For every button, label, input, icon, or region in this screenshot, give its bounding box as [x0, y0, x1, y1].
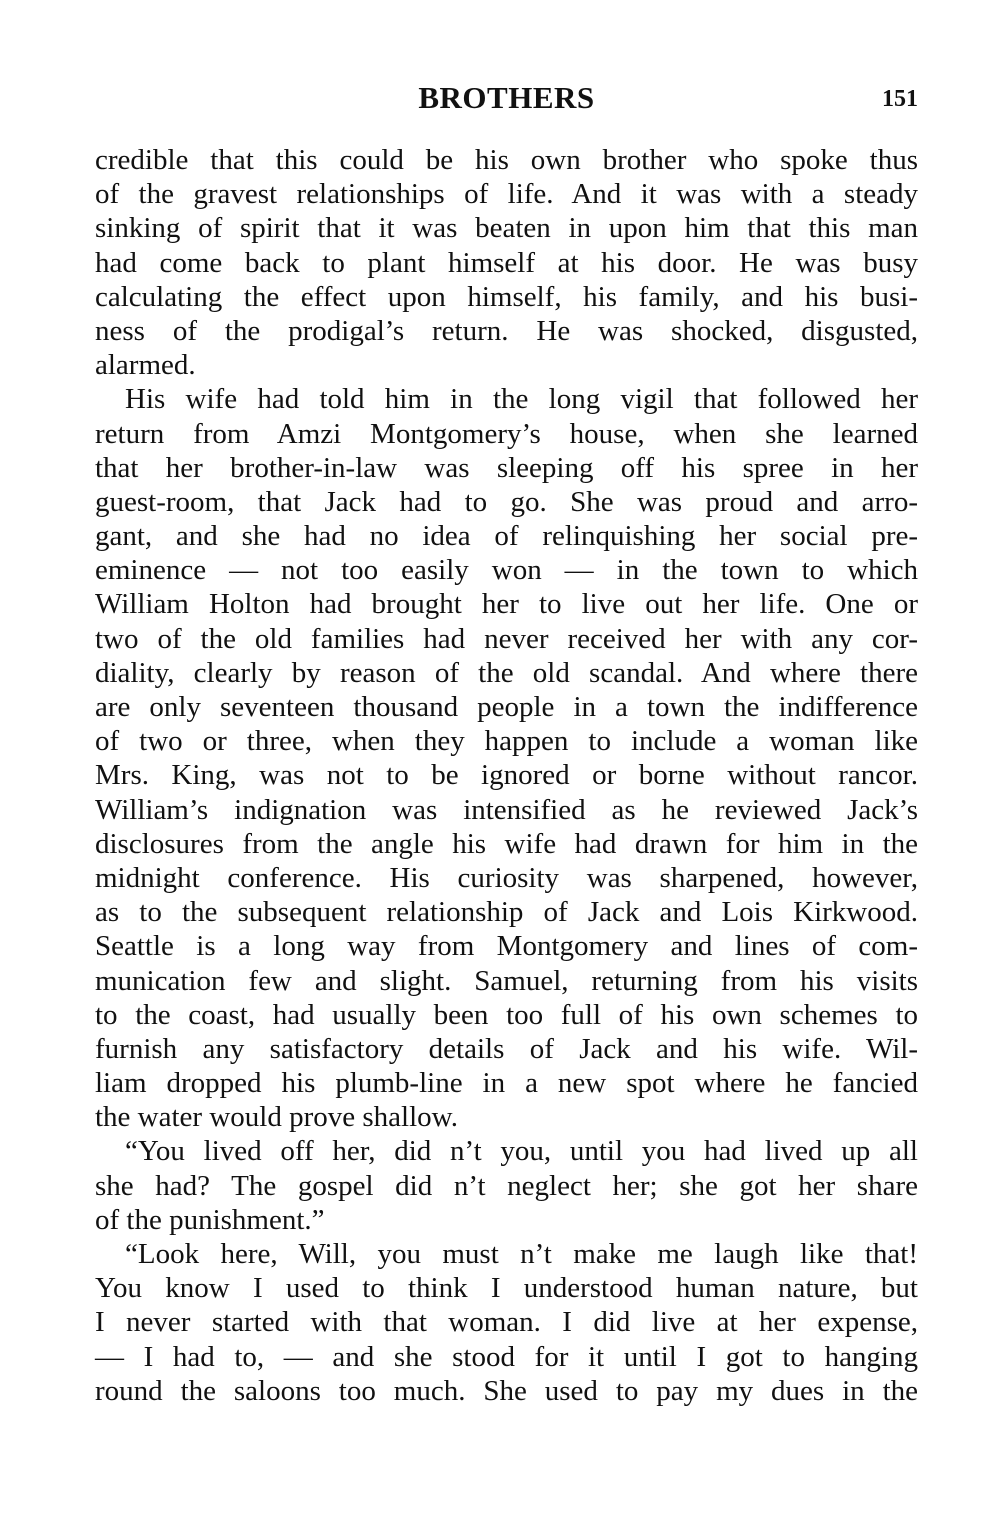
- text-line: calculating the effect upon himself, his family, and his busi-: [95, 280, 918, 313]
- text-line: had come back to plant himself at his door. He was busy: [95, 246, 918, 279]
- text-line: “You lived off her, did n’t you, until you had lived up all: [125, 1135, 918, 1168]
- running-title: BROTHERS: [418, 80, 595, 115]
- text-line: return from Amzi Montgomery’s house, when she learned: [95, 417, 918, 450]
- text-line: ness of the prodigal’s return. He was shocked, disgusted,: [95, 314, 918, 347]
- text-line: of the punishment.”: [95, 1203, 325, 1236]
- text-line: Seattle is a long way from Montgomery and lines of com-: [95, 930, 918, 963]
- text-line: — I had to, — and she stood for it until I got to hanging: [95, 1340, 918, 1373]
- text-line: disclosures from the angle his wife had drawn for him in the: [95, 827, 918, 860]
- text-line: His wife had told him in the long vigil that followed her: [125, 383, 918, 416]
- text-line: diality, clearly by reason of the old scandal. And where there: [95, 656, 918, 689]
- page-header: [95, 80, 918, 120]
- text-line: munication few and slight. Samuel, returning from his visits: [95, 964, 918, 997]
- text-line: I never started with that woman. I did live at her expense,: [95, 1306, 918, 1339]
- text-line: Mrs. King, was not to be ignored or borne without rancor.: [95, 759, 918, 792]
- text-line: as to the subsequent relationship of Jack and Lois Kirkwood.: [95, 896, 918, 929]
- text-line: the water would prove shallow.: [95, 1101, 458, 1134]
- text-line: William Holton had brought her to live out her life. One or: [95, 588, 918, 621]
- body-text: [95, 143, 918, 1408]
- text-line: “Look here, Will, you must n’t make me laugh like that!: [125, 1238, 918, 1270]
- text-line: guest-room, that Jack had to go. She was proud and arro-: [95, 485, 918, 518]
- text-line: to the coast, had usually been too full of his own schemes to: [95, 998, 918, 1031]
- text-line: she had? The gospel did n’t neglect her; she got her share: [95, 1169, 918, 1202]
- text-line: sinking of spirit that it was beaten in upon him that this man: [95, 212, 918, 245]
- text-line: gant, and she had no idea of relinquishing her social pre-: [95, 520, 918, 553]
- text-line: eminence — not too easily won — in the town to which: [95, 554, 918, 587]
- text-line: William’s indignation was intensified as he reviewed Jack’s: [95, 793, 918, 826]
- text-line: are only seventeen thousand people in a town the indifference: [95, 691, 918, 723]
- text-line: two of the old families had never received her with any cor-: [95, 622, 918, 655]
- text-line: of two or three, when they happen to include a woman like: [95, 725, 918, 758]
- text-line: You know I used to think I understood human nature, but: [95, 1272, 918, 1305]
- text-line: furnish any satisfactory details of Jack and his wife. Wil-: [95, 1032, 918, 1065]
- page-number: 151: [882, 86, 918, 112]
- text-line: midnight conference. His curiosity was sharpened, however,: [95, 861, 918, 894]
- text-line: credible that this could be his own brother who spoke thus: [95, 144, 918, 176]
- text-line: round the saloons too much. She used to pay my dues in the: [95, 1374, 918, 1407]
- text-line: that her brother-in-law was sleeping off his spree in her: [95, 451, 918, 484]
- text-line: liam dropped his plumb-line in a new spot where he fancied: [95, 1067, 918, 1100]
- text-line: alarmed.: [95, 349, 196, 382]
- text-line: of the gravest relationships of life. And it was with a steady: [95, 178, 918, 211]
